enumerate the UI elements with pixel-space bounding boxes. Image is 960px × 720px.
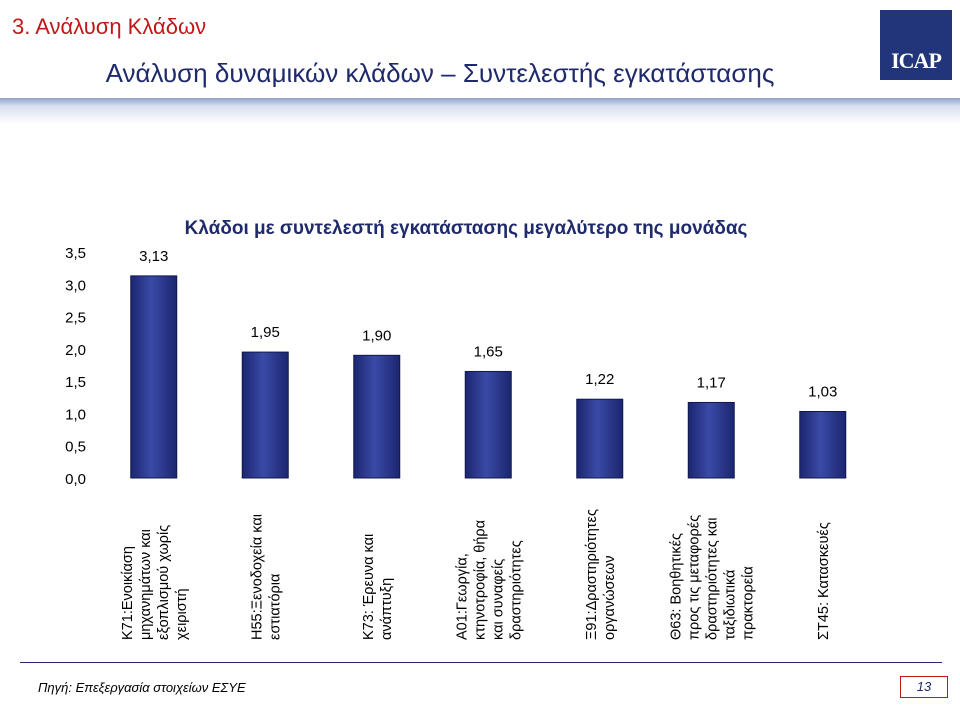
x-axis	[120, 509, 832, 640]
bar	[800, 411, 846, 478]
x-tick-label	[584, 509, 618, 640]
x-tick-label-line: Κ71:Ενοικίαση	[119, 546, 136, 640]
y-tick-label: 2,0	[65, 341, 86, 359]
x-tick-label-line: και συναφείς	[490, 558, 507, 640]
footer-divider	[20, 662, 942, 663]
x-tick-label	[120, 525, 190, 640]
x-tick-label	[361, 534, 395, 640]
bar	[242, 352, 288, 478]
data-label: 1,17	[696, 374, 726, 392]
source-note: Πηγή: Επεξεργασία στοιχείων ΕΣΥΕ	[38, 680, 246, 695]
data-label: 1,95	[250, 324, 280, 342]
y-tick-label: 3,0	[65, 277, 86, 295]
x-tick-label-line: Η55:Ξενοδοχεία και	[249, 514, 266, 640]
x-tick-label-line: δραστηριότητες και	[704, 517, 721, 640]
y-axis	[65, 245, 86, 488]
chart-title: Κλάδοι με συντελεστή εγκατάστασης μεγαλύτερο της μονάδας	[184, 218, 748, 239]
x-tick-label	[668, 515, 756, 640]
x-tick-label-line: μηχανημάτων και	[137, 529, 154, 640]
x-tick-label-line: ανάπτυξη	[378, 577, 395, 640]
x-tick-label-line: κτηνοτροφία, θήρα	[472, 519, 489, 640]
x-tick-label-line: Ξ91:Δραστηριότητες	[583, 509, 600, 640]
x-tick-label	[816, 522, 832, 640]
data-label: 1,65	[473, 343, 503, 361]
x-tick-label	[249, 514, 283, 640]
data-label: 1,22	[585, 371, 615, 389]
y-tick-label: 2,5	[65, 309, 86, 327]
y-tick-label: 3,5	[65, 245, 86, 262]
x-tick-label-line: οργανώσεων	[601, 555, 618, 640]
y-tick-label: 1,5	[65, 374, 86, 392]
x-tick-label-line: ταξιδιωτικά	[722, 569, 739, 640]
x-tick-label-line: χειριστή	[173, 588, 190, 640]
logo-text: ICAP	[891, 48, 941, 73]
x-tick-label-line: προς τις μεταφορές	[686, 514, 703, 640]
x-tick-label-line: Α01:Γεωργία,	[454, 553, 471, 640]
x-tick-label-line: πρακτορεία	[740, 566, 757, 640]
bar	[688, 402, 734, 478]
data-label: 1,03	[808, 383, 838, 401]
x-tick-label-line: δραστηριότητες	[508, 540, 525, 640]
page-title: Ανάλυση δυναμικών κλάδων – Συντελεστής εγκατάστασης	[105, 58, 775, 88]
bar	[131, 276, 177, 478]
x-tick-label-line: Θ63: Βοηθητικές	[668, 532, 685, 640]
y-tick-label: 0,5	[65, 438, 86, 456]
bar	[354, 355, 400, 478]
bar	[465, 371, 511, 478]
page-number: 13	[900, 676, 948, 698]
x-tick-label-line: Κ73: Έρευνα και	[360, 533, 377, 640]
x-tick-label-line: εστιατόρια	[267, 573, 284, 640]
x-tick-label-line: ΣΤ45: Κατασκευές	[815, 522, 832, 640]
x-tick-label-line: εξοπλισμού χωρίς	[155, 524, 172, 640]
bar-series	[131, 276, 846, 478]
bar	[577, 399, 623, 478]
y-tick-label: 0,0	[65, 471, 86, 488]
section-title-text: 3. Ανάλυση Κλάδων	[12, 14, 207, 39]
data-label: 1,90	[362, 327, 392, 345]
x-tick-label	[454, 520, 524, 640]
data-label: 3,13	[139, 247, 169, 265]
y-tick-label: 1,0	[65, 406, 86, 424]
